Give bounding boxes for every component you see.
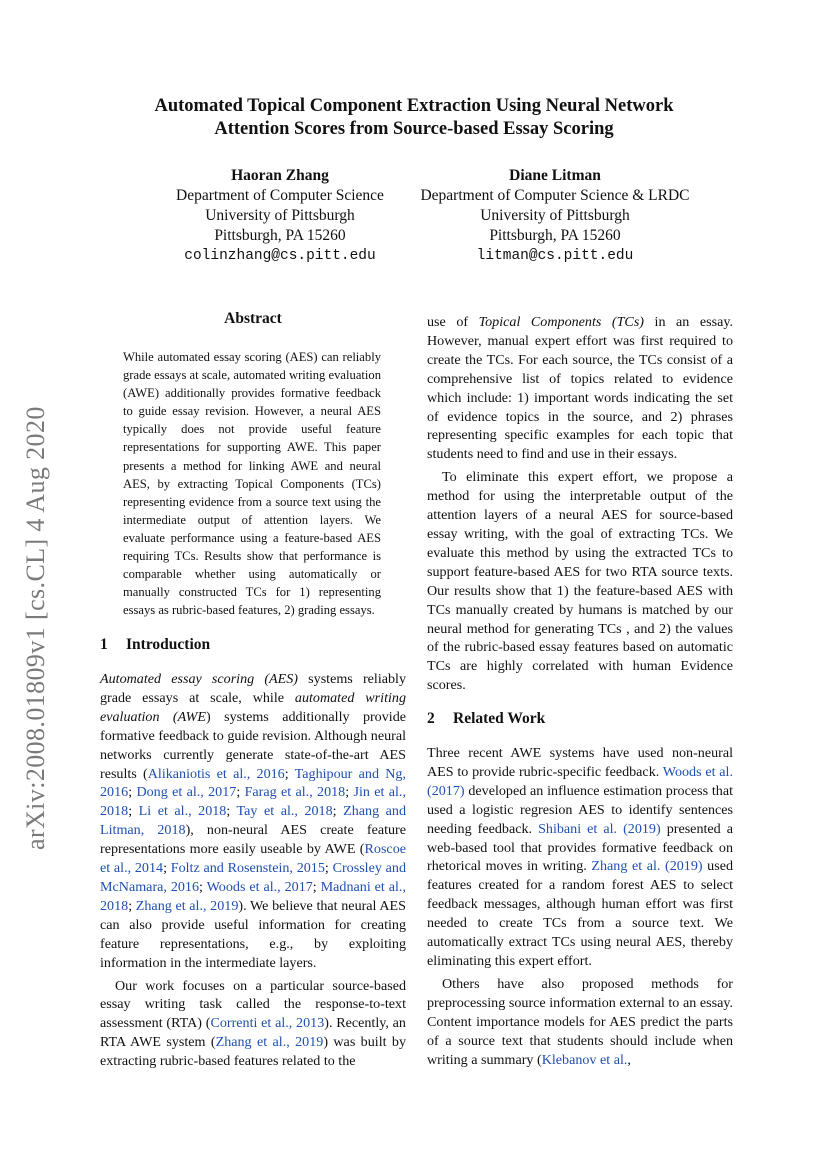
citation-link[interactable]: Woods et al., 2017 bbox=[206, 878, 313, 895]
section-heading-introduction bbox=[100, 636, 210, 654]
citation-link[interactable]: Dong et al., 2017 bbox=[136, 784, 237, 801]
section-title: Related Work bbox=[453, 710, 546, 727]
right-column-top bbox=[427, 313, 733, 695]
title-line-1: Automated Topical Component Extraction Using Neural Network bbox=[154, 96, 674, 116]
text-span: ), non-neural AES create feature representations more easily useable by AWE ( bbox=[100, 822, 406, 858]
separator: ; bbox=[312, 878, 321, 895]
text-span: used features created for a random forest AES to select feedback messages, although human effort was first needed to create TCs from a source text. We automatically extract TCs using neural AES, thereby eliminating this expert effort. bbox=[427, 858, 734, 969]
author-name: Diane Litman bbox=[509, 167, 601, 184]
author-affiliation: Department of Computer Science bbox=[176, 187, 384, 204]
term-awe: automated writing evaluation (AWE bbox=[100, 689, 406, 725]
text-span: Our work focuses on a particular source-based essay writing task called the response-to-text assessment (RTA) ( bbox=[100, 977, 406, 1032]
title-line-2: Attention Scores from Source-based Essay Scoring bbox=[214, 119, 614, 139]
separator: ; bbox=[128, 784, 137, 801]
text-span: ). We believe that neural AES can also provide useful information for creating feature representations, e.g., by exploiting information in the intermediate layers. bbox=[100, 897, 406, 971]
citation-link[interactable]: Klebanov et al. bbox=[541, 1051, 628, 1068]
author-block-2 bbox=[405, 166, 705, 266]
term-tcs: Topical Components (TCs) bbox=[478, 314, 644, 330]
text-span: use of bbox=[427, 314, 479, 330]
text-span: ). Recently, an RTA AWE system ( bbox=[100, 1015, 406, 1051]
author-block-1 bbox=[160, 166, 400, 266]
related-paragraph-2 bbox=[427, 975, 733, 1070]
text-span: , bbox=[627, 1051, 631, 1068]
term-aes: Automated essay scoring (AES) bbox=[100, 671, 298, 687]
left-column-body bbox=[100, 670, 406, 1071]
citation-link[interactable]: Alikaniotis et al., 2016 bbox=[147, 765, 285, 782]
author-email[interactable]: colinzhang@cs.pitt.edu bbox=[184, 248, 376, 264]
arxiv-stamp: arXiv:2008.01809v1 [cs.CL] 4 Aug 2020 bbox=[21, 406, 50, 850]
citation-link[interactable]: Jin et al., 2018 bbox=[100, 784, 406, 820]
separator: ; bbox=[236, 784, 245, 801]
text-span: ) systems additionally provide formative feedback to guide revision. Although neural networks currently generate state-of-the-art AES results ( bbox=[100, 708, 406, 782]
paper-title bbox=[60, 95, 768, 141]
author-affiliation: University of Pittsburgh bbox=[205, 207, 355, 224]
section-heading-related-work bbox=[427, 710, 545, 728]
citation-link[interactable]: Zhang et al., 2019 bbox=[215, 1034, 324, 1051]
author-affiliation: University of Pittsburgh bbox=[480, 207, 630, 224]
intro-paragraph-3 bbox=[427, 313, 733, 464]
citation-link[interactable]: Tay et al., 2018 bbox=[236, 803, 333, 820]
citation-link[interactable]: Zhang and Litman, 2018 bbox=[100, 803, 406, 839]
author-affiliation: Pittsburgh, PA 15260 bbox=[214, 227, 346, 244]
section-title: Introduction bbox=[126, 636, 211, 653]
author-affiliation: Department of Computer Science & LRDC bbox=[420, 187, 690, 204]
citation-link[interactable]: Madnani et al., 2018 bbox=[100, 878, 406, 914]
separator: ; bbox=[199, 878, 207, 895]
citation-link[interactable]: Taghipour and Ng, 2016 bbox=[100, 765, 406, 801]
separator: ; bbox=[324, 860, 333, 877]
separator: ; bbox=[284, 765, 295, 782]
abstract-text: While automated essay scoring (AES) can reliably grade essays at scale, automated writing evaluation (AWE) additionally provides formative feedback to guide essay revision. However, a neural AES typically does not provide useful feature representations for supporting AWE. This paper presents a method for linking AWE and neural AES, by extracting Topical Components (TCs) representing evidence from a source text using the intermediate output of attention layers. We evaluate performance using a feature-based AES requiring TCs. Results show that performance is comparable whether using automatically or manually constructed TCs for 1) representing essays as rubric-based features, 2) grading essays. bbox=[123, 350, 381, 618]
citation-link[interactable]: Foltz and Rosenstein, 2015 bbox=[170, 860, 325, 877]
intro-paragraph-2 bbox=[100, 977, 406, 1072]
citation-link[interactable]: Crossley and McNamara, 2016 bbox=[100, 860, 406, 895]
separator: ; bbox=[332, 803, 344, 820]
citation-link[interactable]: Roscoe et al., 2014 bbox=[100, 841, 406, 877]
separator: ; bbox=[345, 784, 354, 801]
text-span: Three recent AWE systems have used non-neural AES to provide rubric-specific feedback. bbox=[427, 745, 733, 780]
citation-link[interactable]: Correnti et al., 2013 bbox=[210, 1015, 325, 1032]
citation-link[interactable]: Zhang et al. (2019) bbox=[591, 858, 703, 875]
right-column-bottom bbox=[427, 744, 733, 1069]
citation-link[interactable]: Li et al., 2018 bbox=[138, 803, 227, 820]
separator: ; bbox=[128, 803, 139, 820]
citation-link[interactable]: Shibani et al. (2019) bbox=[538, 820, 661, 837]
author-affiliation: Pittsburgh, PA 15260 bbox=[489, 227, 621, 244]
citation-link[interactable]: Farag et al., 2018 bbox=[244, 784, 346, 801]
section-number: 2 bbox=[427, 710, 435, 727]
text-span: presented a web-based tool that provides formative feedback on rhetorical moves in writing. bbox=[427, 820, 733, 875]
separator: ; bbox=[226, 803, 237, 820]
citation-link[interactable]: Woods et al. (2017) bbox=[427, 763, 733, 799]
author-name: Haoran Zhang bbox=[231, 167, 329, 184]
separator: ; bbox=[163, 860, 171, 877]
intro-paragraph-1 bbox=[100, 670, 406, 973]
text-span: systems reliably grade essays at scale, while bbox=[100, 671, 406, 706]
text-span: in an essay. However, manual expert effort was first required to create the TCs. For each source, the TCs consist of a comprehensive list of topics related to evidence which include: 1) important words indicating the set of evidence topics in the source, and 2) phrases representing specific examples for each topic that students need to find and use in their essays. bbox=[427, 314, 733, 463]
text-span: ) was built by extracting rubric-based features related to the bbox=[100, 1034, 406, 1070]
author-email[interactable]: litman@cs.pitt.edu bbox=[476, 248, 634, 264]
abstract-heading: Abstract bbox=[224, 310, 282, 327]
separator: ; bbox=[128, 897, 136, 914]
citation-link[interactable]: Zhang et al., 2019 bbox=[135, 897, 239, 914]
intro-paragraph-4: To eliminate this expert effort, we propose a method for using the interpretable output of the attention layers of a neural AES for source-based essay writing, with the goal of extracting TCs. We evaluate this method by using the extracted TCs to support feature-based AES for two RTA source texts. Our results show that 1) the feature-based AES with TCs manually created by humans is matched by our neural method for generating TCs , and 2) the values of the rubric-based essay features based on automatic TCs are highly correlated with human Evidence scores. bbox=[427, 469, 733, 694]
section-number: 1 bbox=[100, 636, 108, 653]
related-paragraph-1 bbox=[427, 744, 733, 971]
text-span: Others have also proposed methods for preprocessing source information external to an essay. Content importance models for AES predict the parts of a source text that students should include when writing a summary ( bbox=[427, 975, 733, 1068]
text-span: developed an influence estimation process that used a logistic regresion AES to identify sentences needing feedback. bbox=[427, 782, 733, 837]
